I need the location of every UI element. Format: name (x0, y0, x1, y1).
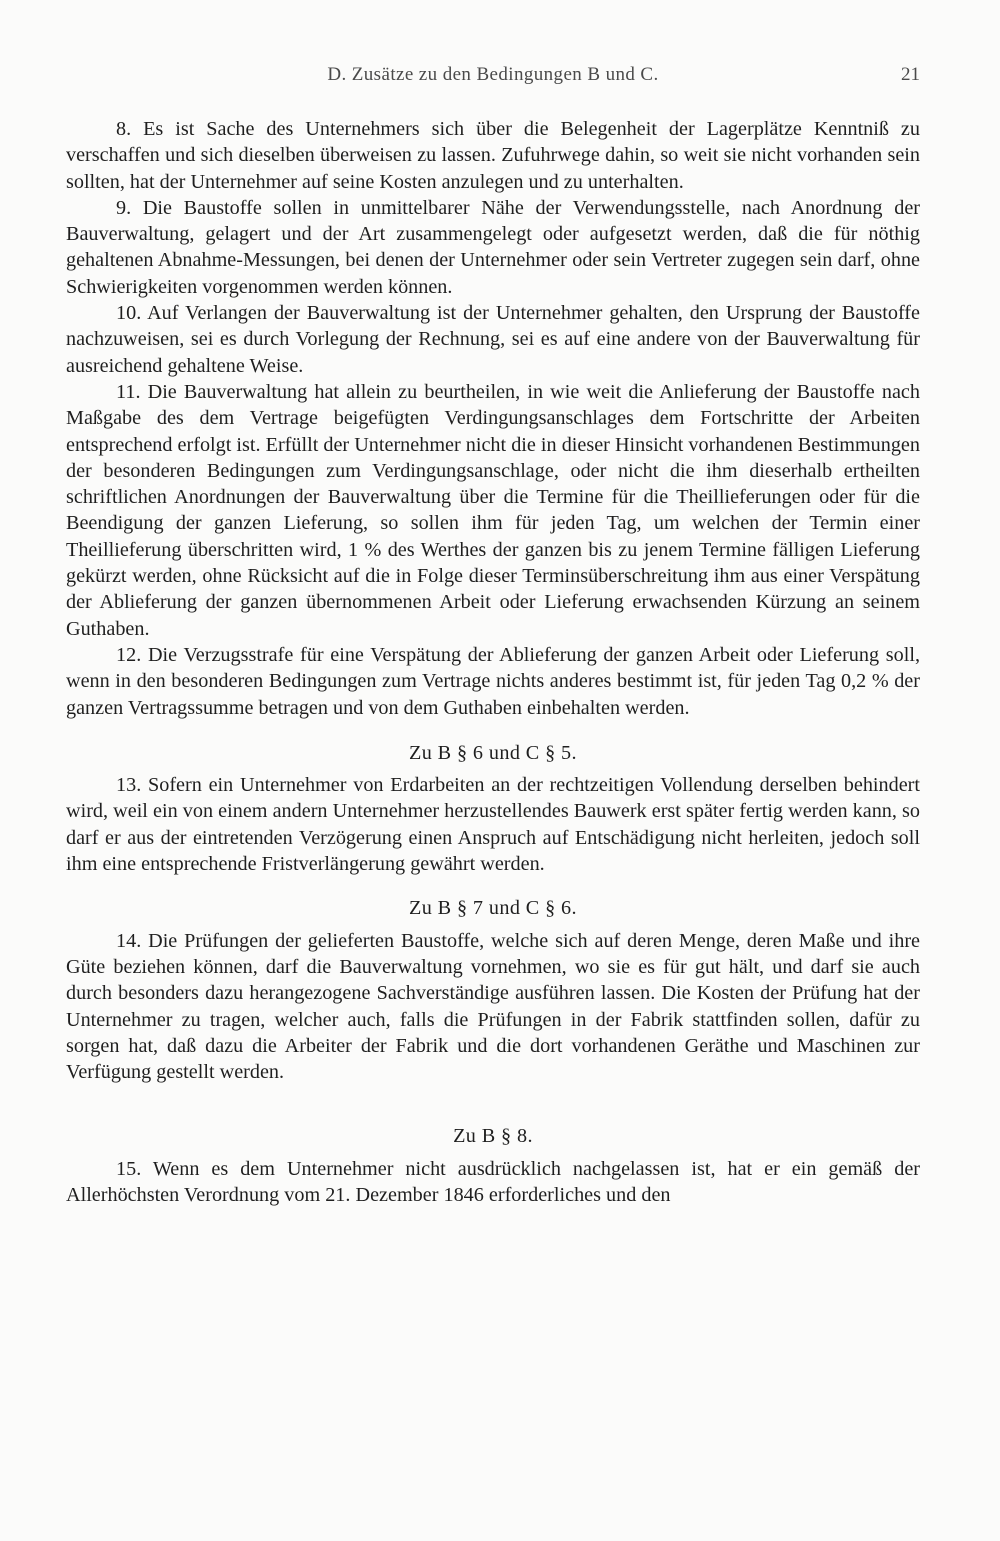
paragraph-13: 13. Sofern ein Unternehmer von Erdarbeiten an der rechtzeitigen Vollendung derselben behindert wird, weil ein von einem andern Unternehmer herzustellendes Bauwerk erst später fertig werden kann, so darf er aus der eintretenden Verzögerung einen Anspruch auf Entschädigung nicht herleiten, jedoch soll ihm eine entsprechende Fristverlängerung gewährt werden. (66, 774, 920, 876)
paragraph-12: 12. Die Verzugsstrafe für eine Verspätung der Ablieferung der ganzen Arbeit oder Lieferung soll, wenn in den besonderen Bedingungen zum Vertrage nichts anderes bestimmt ist, für jeden Tag 0,2 % der ganzen Vertragssumme betragen und von dem Guthaben einbehalten werden. (66, 643, 920, 719)
paragraph-11: 11. Die Bauverwaltung hat allein zu beurtheilen, in wie weit die Anlieferung der Baustoffe nach Maßgabe des dem Vertrage beigefügten Verdingungsanschlages dem Fortschritte der Arbeiten entsprechend erfolgt ist. Erfüllt der Unternehmer nicht die in dieser Hinsicht vorhandenen Bestimmungen der besonderen Bedingungen zum Verdingungsanschlage, oder nicht die ihm dieserhalb ertheilten schriftlichen Anordnungen der Bauverwaltung über die Termine für die Theillieferungen oder für die Beendigung der ganzen Lieferung, so sollen ihm für jeden Tag, um welchen der Termin einer Theillieferung überschritten wird, 1 % des Werthes der ganzen bis zu jenem Termine fälligen Lieferung gekürzt werden, ohne Rücksicht auf die in Folge dieser Terminsüberschreitung ihm aus einer Verspätung der Ablieferung der ganzen übernommenen Arbeit oder Lieferung erwachsenden Kürzung an seinem Guthaben. (66, 380, 920, 640)
page-number: 21 (901, 64, 920, 85)
running-head (66, 64, 920, 94)
section-heading-b6-c5: Zu B § 6 und C § 5. (409, 741, 577, 764)
paragraph-9: 9. Die Baustoffe sollen in unmittelbarer Nähe der Verwendungsstelle, nach Anordnung der Bauverwaltung, gelagert und der Art zusammengelegt oder aufgesetzt werden, daß die für nöthig gehaltenen Abnahme-Messungen, bei denen der Unternehmer oder sein Vertreter zugegen sein darf, ohne Schwierigkeiten vorgenommen werden können. (66, 196, 920, 298)
running-head-title: D. Zusätze zu den Bedingungen B und C. (327, 64, 659, 85)
body-text (66, 116, 920, 1208)
section-heading-b7-c6: Zu B § 7 und C § 6. (409, 897, 577, 920)
paragraph-14: 14. Die Prüfungen der gelieferten Baustoffe, welche sich auf deren Menge, deren Maße und ihre Güte beziehen können, darf die Bauverwaltung vornehmen, wo sie es für gut hält, und darf sie auch durch besonders dazu herangezogene Sachverständige ausführen lassen. Die Kosten der Prüfung hat der Unternehmer zu tragen, welcher auch, falls die Prüfungen in der Fabrik stattfinden sollen, dafür zu sorgen hat, daß dazu die Arbeiter der Fabrik und die dort vorhandenen Geräthe und Maschinen zur Verfügung gestellt werden. (66, 929, 920, 1084)
section-heading-b8: Zu B § 8. (453, 1125, 533, 1148)
paragraph-15: 15. Wenn es dem Unternehmer nicht ausdrücklich nachgelassen ist, hat er ein gemäß der Allerhöchsten Verordnung vom 21. Dezember 1846 erforderliches und den (66, 1157, 920, 1206)
paragraph-10: 10. Auf Verlangen der Bauverwaltung ist der Unternehmer gehalten, den Ursprung der Baustoffe nachzuweisen, sei es durch Vorlegung der Rechnung, sei es auf eine andere von der Bauverwaltung für ausreichend gehaltene Weise. (66, 302, 920, 377)
paragraph-8: 8. Es ist Sache des Unternehmers sich über die Belegenheit der Lagerplätze Kenntniß zu verschaffen und sich dieselben überweisen zu lassen. Zufuhrwege dahin, so weit sie nicht vorhanden sein sollten, hat der Unternehmer auf seine Kosten anzulegen und zu unterhalten. (66, 118, 920, 193)
